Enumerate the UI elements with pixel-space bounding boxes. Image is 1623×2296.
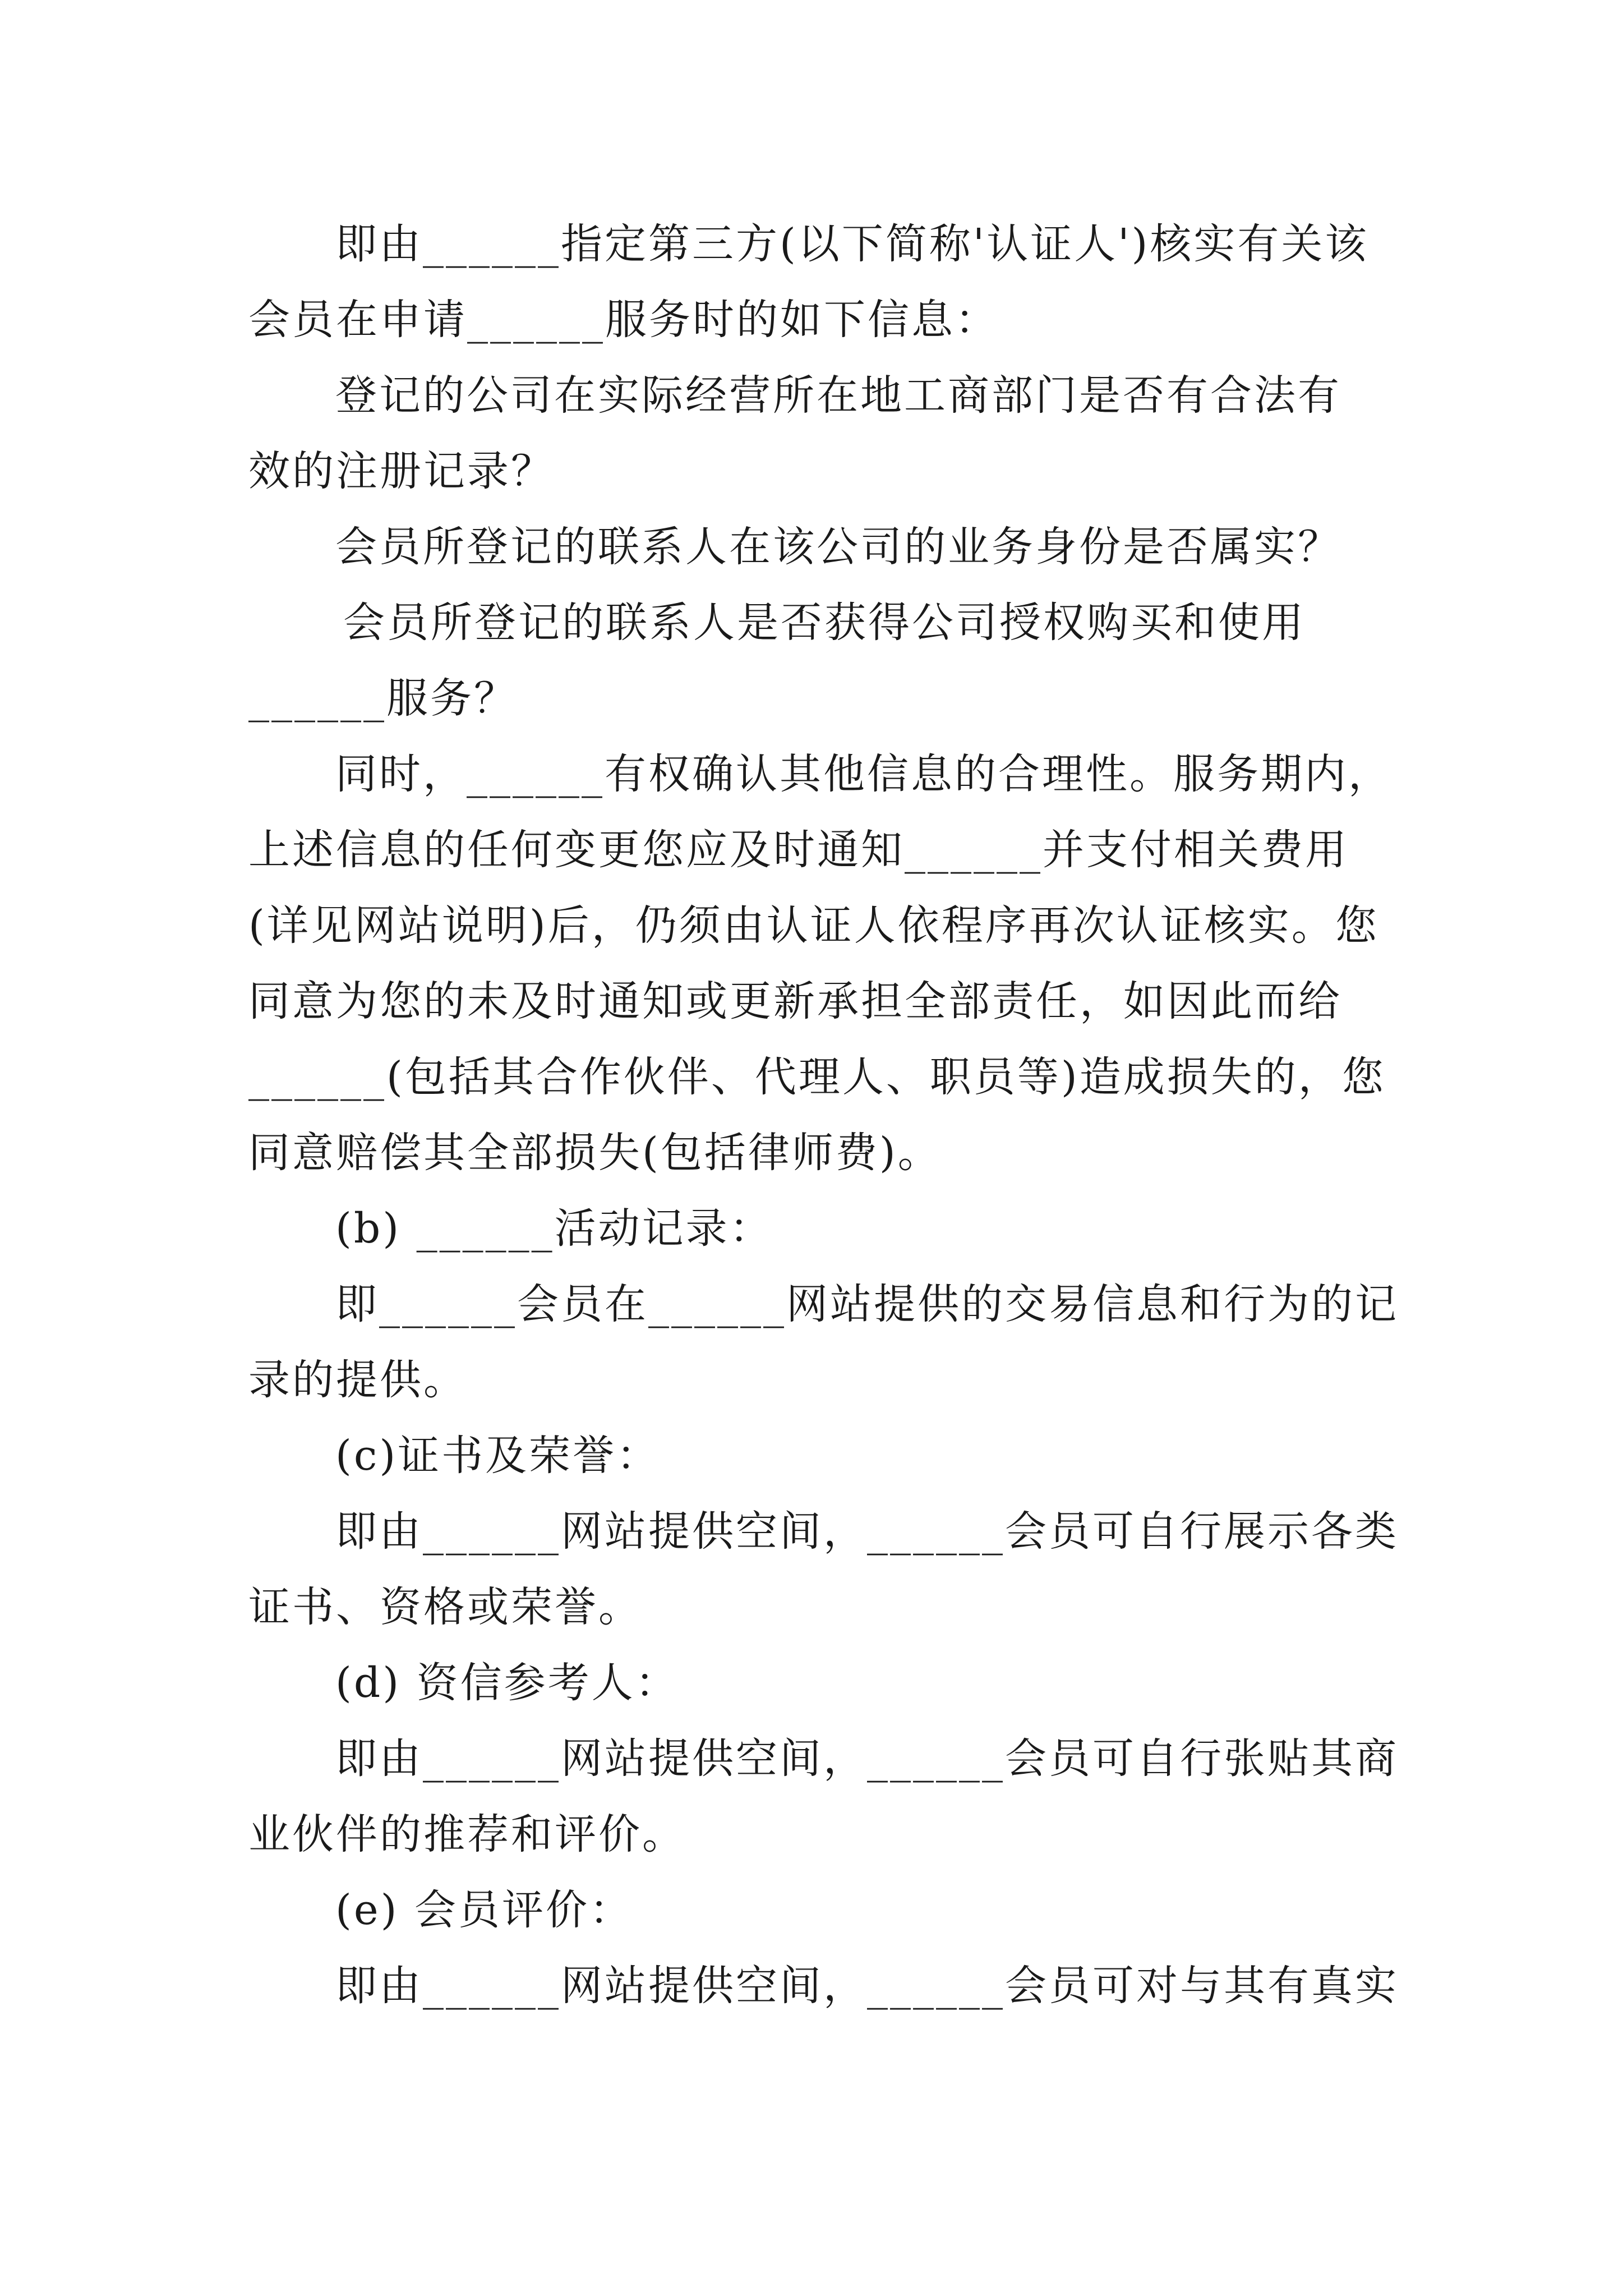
text-line-16: 录的提供。 — [248, 1356, 467, 1404]
text-line-17: (c)证书及荣誉： — [335, 1432, 661, 1480]
text-line-4: 效的注册记录？ — [248, 447, 555, 495]
text-line-23: (e) 会员评价： — [335, 1886, 634, 1934]
text-line-13: 同意赔偿其全部损失(包括律师费)。 — [248, 1129, 942, 1177]
text-line-15: 即______会员在______网站提供的交易信息和行为的记 — [335, 1280, 1399, 1328]
text-line-1: 即由______指定第三方(以下简称'认证人')核实有关该 — [335, 220, 1369, 268]
text-line-19: 证书、资格或荣誉。 — [248, 1583, 642, 1631]
text-line-22: 业伙伴的推荐和评价。 — [248, 1810, 686, 1858]
text-line-3: 登记的公司在实际经营所在地工商部门是否有合法有 — [335, 371, 1341, 420]
text-line-12: ______(包括其合作伙伴、代理人、职员等)造成损失的，您 — [248, 1053, 1386, 1101]
text-line-21: 即由______网站提供空间，______会员可自行张贴其商 — [335, 1734, 1399, 1783]
text-line-5: 会员所登记的联系人在该公司的业务身份是否属实？ — [335, 523, 1341, 571]
text-line-18: 即由______网站提供空间，______会员可自行展示各类 — [335, 1507, 1399, 1556]
text-line-24: 即由______网站提供空间，______会员可对与其有真实 — [335, 1962, 1399, 2010]
text-line-8: 同时，______有权确认其他信息的合理性。服务期内， — [335, 750, 1392, 798]
text-line-20: (d) 资信参考人： — [335, 1659, 679, 1707]
text-line-6: 会员所登记的联系人是否获得公司授权购买和使用 — [343, 599, 1306, 647]
text-line-11: 同意为您的未及时通知或更新承担全部责任，如因此而给 — [248, 977, 1342, 1025]
text-line-9: 上述信息的任何变更您应及时通知______并支付相关费用 — [248, 826, 1349, 874]
text-line-10: (详见网站说明)后，仍须由认证人依程序再次认证核实。您 — [248, 901, 1379, 950]
text-line-2: 会员在申请______服务时的如下信息： — [248, 296, 999, 344]
text-line-14: (b) ______活动记录： — [335, 1204, 773, 1253]
text-line-7: ______服务？ — [248, 674, 518, 723]
